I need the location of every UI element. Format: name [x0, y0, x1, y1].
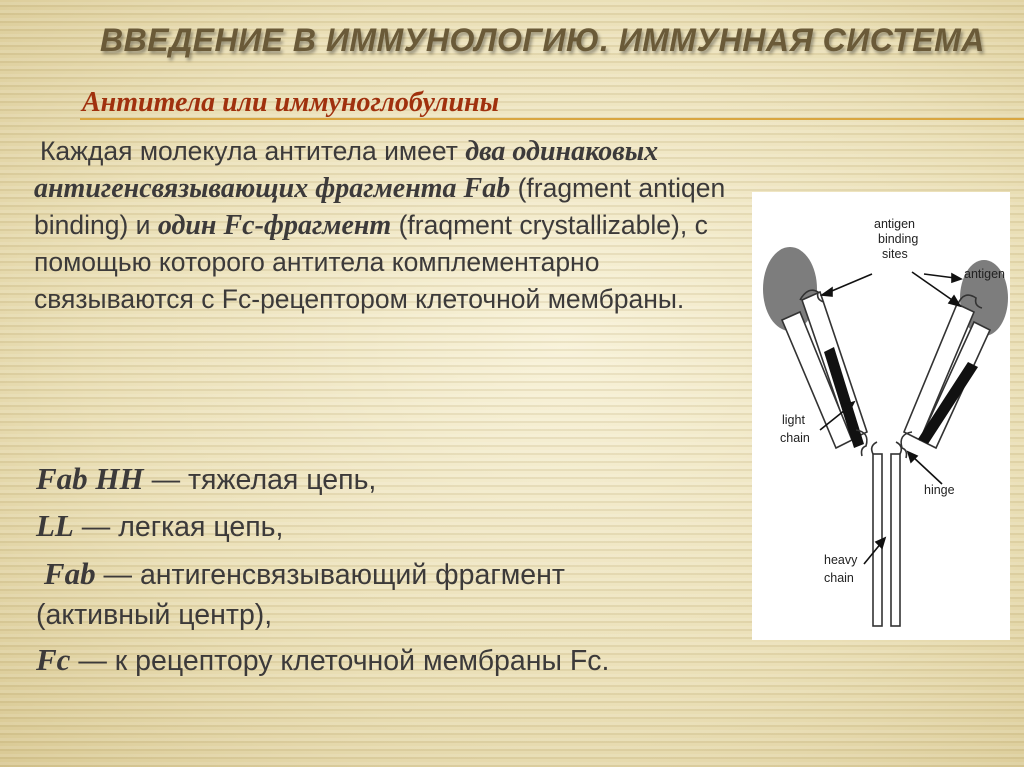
- label-antigen-binding-2: binding: [878, 232, 919, 246]
- definition-fab: [36, 554, 756, 595]
- definition-heavy-chain: [36, 456, 756, 503]
- label-antigen-binding-3: sites: [882, 247, 908, 261]
- paragraph-text-2: (fragment antiqen binding) и: [34, 173, 726, 240]
- definition-term: Fc: [36, 642, 71, 677]
- definition-text: — антигенсвязывающий фрагмент: [95, 559, 565, 591]
- label-heavy-1: heavy: [824, 553, 858, 567]
- label-antigen: antigen: [964, 267, 1006, 281]
- definition-text: — тяжелая цепь,: [143, 464, 377, 496]
- heavy-chain-stem: [872, 442, 902, 626]
- slide-subtitle: Антитела или иммуноглобулины: [82, 87, 500, 118]
- label-light-2: chain: [780, 431, 810, 445]
- paragraph-emphasis-fab: два одинаковых антигенсвязывающих фрагмента Fab: [34, 136, 659, 204]
- antibody-diagram-svg: [752, 192, 1010, 640]
- description-paragraph: [34, 133, 764, 318]
- paragraph-emphasis-fc: один Fc-фрагмент: [157, 210, 392, 241]
- definition-term: Fab: [43, 556, 96, 591]
- label-heavy-2: chain: [824, 571, 854, 585]
- label-light-1: light: [782, 413, 805, 427]
- definition-fc: [36, 637, 756, 684]
- definition-text: — к рецептору клеточной мембраны Fc.: [70, 645, 610, 677]
- paragraph-text-1: Каждая молекула антитела имеет: [40, 136, 466, 166]
- definitions-list: [36, 456, 756, 684]
- definition-fab-continuation: (активный центр),: [36, 599, 273, 631]
- label-antigen-binding-1: antigen: [874, 217, 916, 231]
- definition-term: LL: [36, 508, 74, 543]
- slide-title: ВВЕДЕНИЕ В ИММУНОЛОГИЮ. ИММУННАЯ СИСТЕМА: [100, 22, 985, 58]
- definition-term: Fab HH: [36, 461, 144, 496]
- definition-light-chain: [36, 503, 756, 550]
- label-hinge: hinge: [924, 483, 955, 497]
- paragraph-text-3: (fraqment crystallizable), с помощью которого антитела комплементарно связываются с Fc-рецептором клеточной мембраны.: [34, 210, 708, 314]
- subtitle-divider: [80, 118, 1024, 120]
- antibody-diagram: [752, 192, 1010, 640]
- definition-text: — легкая цепь,: [73, 511, 284, 543]
